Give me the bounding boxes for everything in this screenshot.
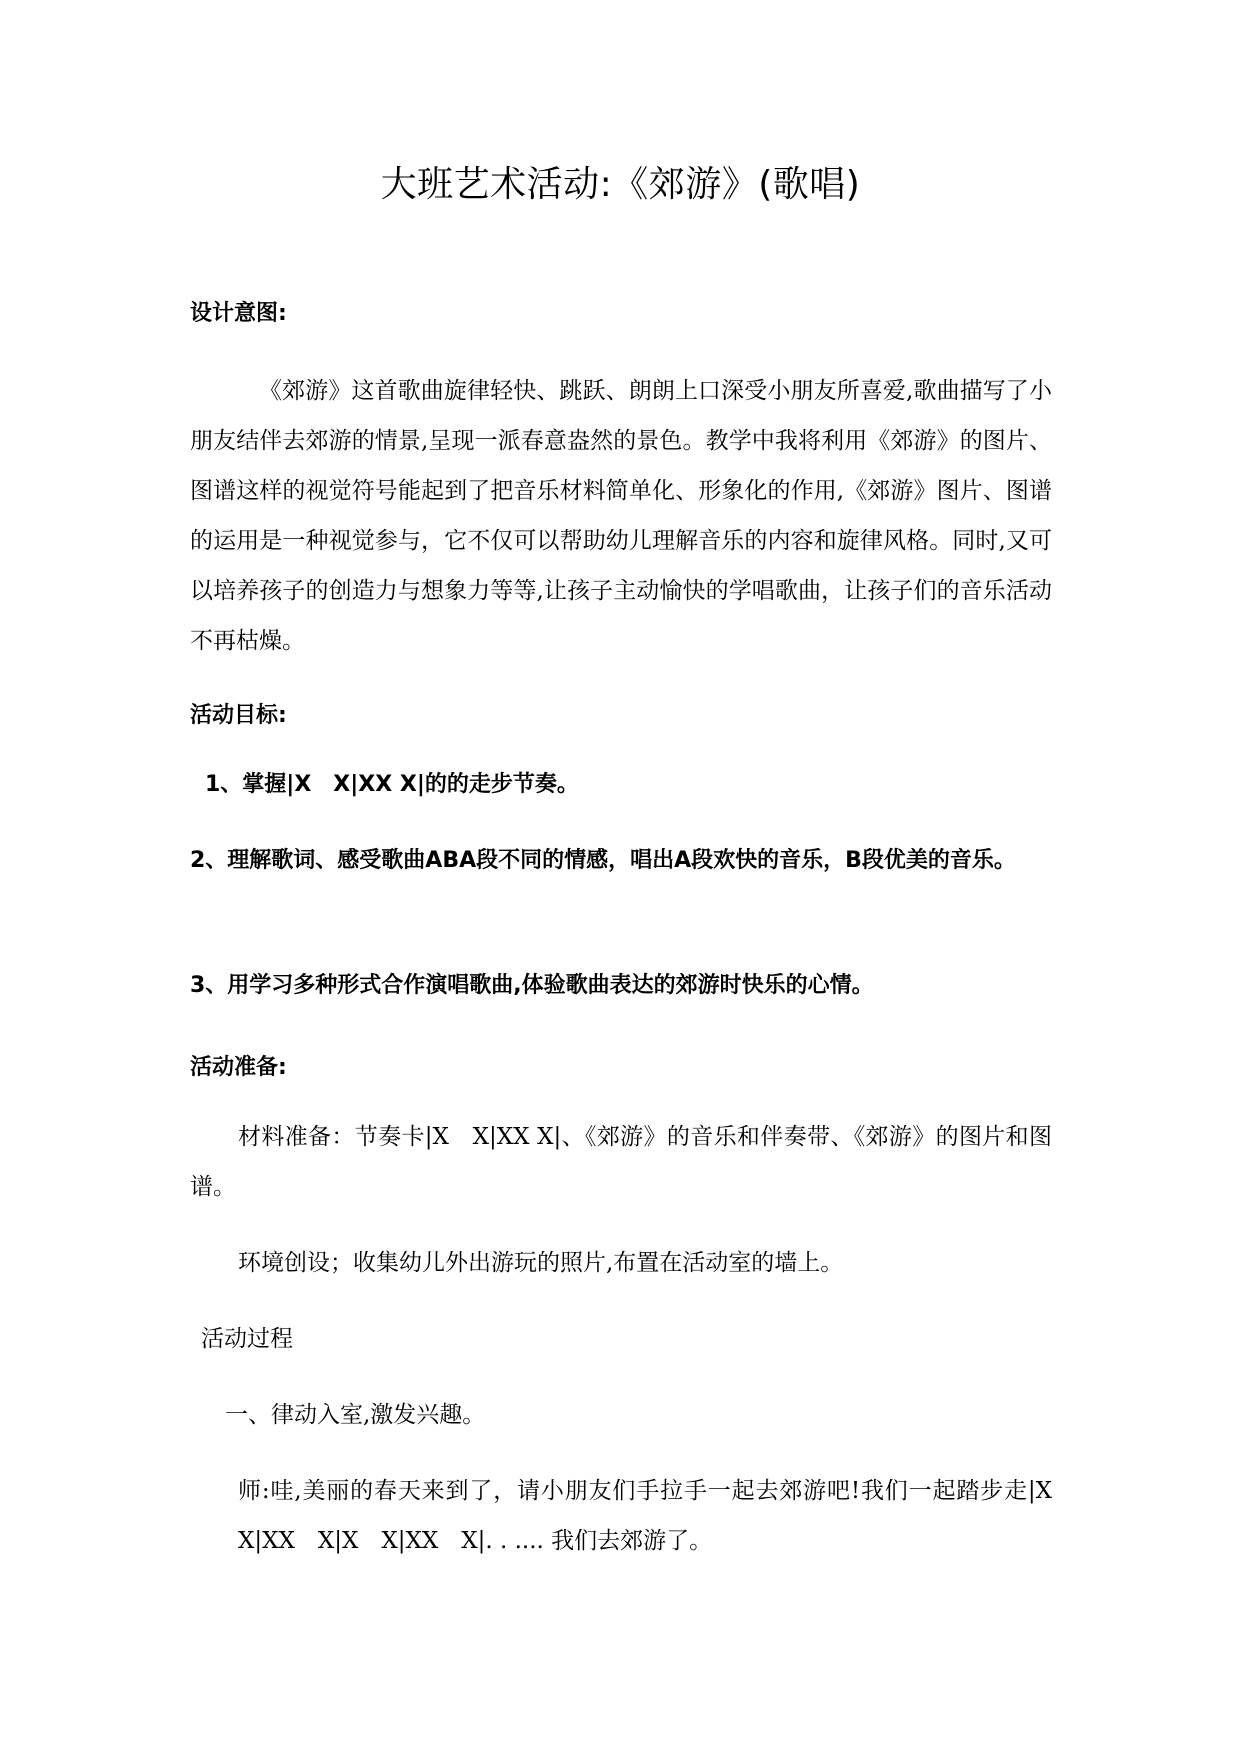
goal-item-3: 3、用学习多种形式合作演唱歌曲,体验歌曲表达的郊游时快乐的心情。	[190, 973, 874, 998]
document-title: 大班艺术活动:《郊游》(歌唱)	[380, 164, 861, 205]
design-intent-paragraph: 《郊游》这首歌曲旋律轻快、跳跃、朗朗上口深受小朋友所喜爱,歌曲描写了小朋友结伴去郊游的情景,呈现一派春意盎然的景色。教学中我将利用《郊游》的图片、图谱这样的视觉符号能起到了把音乐材料简单化、形象化的作用,《郊游》图片、图谱的运用是一种视觉参与，它不仅可以帮助幼儿理解音乐的内容和旋律风格。同时,又可以培养孩子的创造力与想象力等等,让孩子主动愉快的学唱歌曲，让孩子们的音乐活动不再枯燥。	[190, 378, 1052, 654]
design-intent-heading: 设计意图:	[190, 301, 287, 326]
teacher-dialogue: 师:哇,美丽的春天来到了，请小朋友们手拉手一起去郊游吧!我们一起踏步走|X X|XX X|X X|XX X|. . .... 我们去郊游了。	[238, 1478, 1075, 1554]
process-heading: 活动过程	[201, 1326, 293, 1352]
preparation-heading: 活动准备:	[190, 1055, 287, 1080]
materials-paragraph: 材料准备：节奏卡|X X|XX X|、《郊游》的音乐和伴奏带、《郊游》的图片和图谱。	[190, 1124, 1052, 1200]
goal-item-1: 1、掌握|X X|XX X|的的走步节奏。	[205, 772, 579, 797]
goal-item-2: 2、理解歌词、感受歌曲ABA段不同的情感，唱出A段欢快的音乐，B段优美的音乐。	[190, 848, 1016, 873]
process-step-1: 一、律动入室,激发兴趣。	[225, 1402, 486, 1428]
environment-paragraph: 环境创设；收集幼儿外出游玩的照片,布置在活动室的墙上。	[238, 1250, 844, 1276]
goals-heading: 活动目标:	[190, 703, 287, 728]
